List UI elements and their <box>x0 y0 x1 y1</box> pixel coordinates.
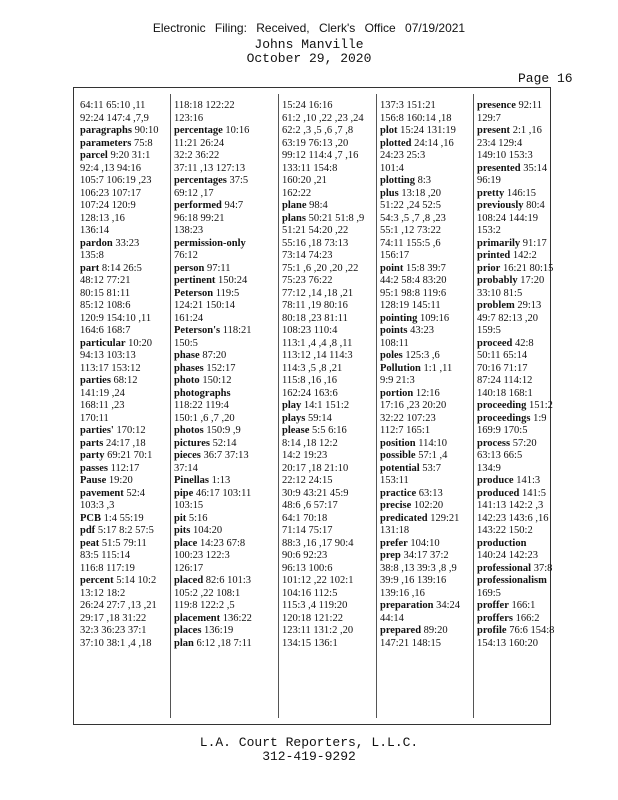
index-entry-continuation: 103:15 <box>174 500 204 511</box>
index-entry-continuation: 63:13 66:5 <box>477 450 523 461</box>
index-entry: proffer 166:1 <box>477 600 536 611</box>
index-entry-continuation: 104:16 112:5 <box>282 587 338 599</box>
index-entry: plans 50:21 51:8 ,9 <box>282 212 365 224</box>
index-entry-continuation: 137:3 151:21 <box>380 100 436 111</box>
index-entry-continuation: 17:16 ,23 20:20 <box>380 400 447 411</box>
index-entry: person 97:11 <box>174 262 231 274</box>
index-entry-continuation: 113:1 ,4 ,4 ,8 ,11 <box>282 337 353 349</box>
index-entry: paragraphs 90:10 <box>80 125 159 136</box>
index-entry: placed 82:6 101:3 <box>174 575 252 586</box>
index-entry-continuation: 90:6 92:23 <box>282 550 328 561</box>
index-entry-continuation: 153:11 <box>380 475 409 486</box>
index-entry-continuation: 128:19 145:11 <box>380 300 441 311</box>
index-entry: pdf 5:17 8:2 57:5 <box>80 525 154 536</box>
index-entry: passes 112:17 <box>80 462 140 474</box>
index-entry-continuation: 26:24 27:7 ,13 ,21 <box>80 600 157 611</box>
index-entry: problem 29:13 <box>477 300 542 311</box>
index-entry-continuation: 138:23 <box>174 225 204 236</box>
index-entry: placement 136:22 <box>174 612 252 624</box>
index-entry: prior 16:21 80:15 <box>477 262 554 274</box>
index-entry-continuation: 140:18 168:1 <box>477 387 533 399</box>
index-entry-continuation: 87:24 114:12 <box>477 375 533 386</box>
index-entry: primarily 91:17 <box>477 237 547 249</box>
index-entry-continuation: 77:12 ,14 ,18 ,21 <box>282 287 354 299</box>
reporter-company: L.A. Court Reporters, L.L.C. <box>199 735 419 750</box>
index-entry-continuation: 55:1 ,12 73:22 <box>380 225 441 236</box>
index-entry: pipe 46:17 103:11 <box>174 487 252 499</box>
index-entry: pictures 52:14 <box>174 437 237 449</box>
index-entry-continuation: 143:22 150:2 <box>477 525 533 536</box>
index-entry: process 57:20 <box>477 437 537 449</box>
index-entry: produce 141:3 <box>477 475 541 486</box>
index-entry-continuation: 32:3 36:23 37:1 <box>80 625 147 636</box>
index-entry-continuation: 83:5 115:14 <box>80 550 131 561</box>
index-entry-continuation: 32:22 107:23 <box>380 412 436 424</box>
index-entry-continuation: 149:10 153:3 <box>477 150 533 161</box>
index-entry: printed 142:2 <box>477 250 537 261</box>
index-entry-continuation: 103:3 ,3 <box>80 500 115 511</box>
index-entry: produced 141:5 <box>477 487 546 499</box>
index-entry-continuation: 101:4 <box>380 162 404 174</box>
index-column-4 <box>380 100 460 650</box>
index-entry: party 69:21 70:1 <box>80 450 153 461</box>
filing-stamp: Electronic Filing: Received, Clerk's Office 07/19/2021 <box>152 21 466 35</box>
index-entry-continuation: 24:23 25:3 <box>380 150 426 161</box>
index-entry-continuation: 156:17 <box>380 250 410 261</box>
index-entry: pavement 52:4 <box>80 487 146 499</box>
index-entry-continuation: 11:21 26:24 <box>174 137 225 149</box>
index-entry-continuation: 150:1 ,6 ,7 ,20 <box>174 412 235 424</box>
index-entry: PCB 1:4 55:19 <box>80 512 144 524</box>
index-entry: percentages 37:5 <box>174 175 249 186</box>
index-entry-continuation: 164:6 168:7 <box>80 325 131 336</box>
index-entry: prep 34:17 37:2 <box>380 550 449 561</box>
index-entry: Pollution 1:1 ,11 <box>380 362 453 374</box>
index-entry: proceed 42:8 <box>477 337 534 349</box>
index-entry-continuation: 118:18 122:22 <box>174 100 235 111</box>
index-entry-continuation: 116:8 117:19 <box>80 562 135 574</box>
index-entry-continuation: 160:20 ,21 <box>282 175 327 186</box>
index-entry-continuation: 22:12 24:15 <box>282 475 333 486</box>
index-entry: play 14:1 151:2 <box>282 400 350 411</box>
index-entry-continuation: 120:9 154:10 ,11 <box>80 312 152 324</box>
index-entry: production <box>477 537 527 549</box>
index-entry: prefer 104:10 <box>380 537 440 549</box>
index-entry: proceeding 151:2 <box>477 400 553 411</box>
index-column-5 <box>477 100 554 650</box>
index-entry-continuation: 80:15 81:11 <box>80 287 131 299</box>
index-entry-continuation: 23:4 129:4 <box>477 137 523 149</box>
index-entry: please 5:5 6:16 <box>282 425 347 436</box>
index-entry-continuation: 139:16 ,16 <box>380 587 425 599</box>
index-entry: profile 76:6 154:8 <box>477 625 555 636</box>
index-column-3 <box>282 100 364 650</box>
index-entry-continuation: 74:11 155:5 ,6 <box>380 237 441 249</box>
index-entry: pretty 146:15 <box>477 187 537 199</box>
index-entry-continuation: 48:6 ,6 57:17 <box>282 500 338 511</box>
index-entry: photo 150:12 <box>174 375 232 386</box>
index-entry-continuation: 39:9 ,16 139:16 <box>380 575 447 586</box>
index-entry-continuation: 92:24 147:4 ,7,9 <box>80 112 149 124</box>
index-entry-continuation: 134:9 <box>477 462 501 474</box>
index-entry-continuation: 54:3 ,5 ,7 ,8 ,23 <box>380 212 446 224</box>
index-entry-continuation: 108:11 <box>380 337 409 349</box>
index-entry: photographs <box>174 387 231 399</box>
index-entry: particular 10:20 <box>80 337 153 349</box>
index-entry-continuation: 32:2 36:22 <box>174 150 220 161</box>
index-entry-continuation: 112:7 165:1 <box>380 425 431 436</box>
index-entry-continuation: 156:8 160:14 ,18 <box>380 112 452 124</box>
index-entry: probably 17:20 <box>477 275 545 286</box>
index-entry-continuation: 64:1 70:18 <box>282 512 328 524</box>
index-entry: potential 53:7 <box>380 462 441 474</box>
index-entry: pardon 33:23 <box>80 237 140 249</box>
index-frame <box>73 87 555 725</box>
index-entry-continuation: 161:24 <box>174 312 204 324</box>
index-entry-continuation: 50:11 65:14 <box>477 350 528 361</box>
index-entry-continuation: 96:18 99:21 <box>174 212 225 224</box>
index-entry-continuation: 134:15 136:1 <box>282 637 338 649</box>
index-entry: presented 35:14 <box>477 162 548 174</box>
index-entry: Pinellas 1:13 <box>174 475 231 486</box>
index-entry: previously 80:4 <box>477 200 545 211</box>
index-entry-continuation: 30:9 43:21 45:9 <box>282 487 349 499</box>
index-entry-continuation: 106:23 107:17 <box>80 187 141 199</box>
index-entry: pieces 36:7 37:13 <box>174 450 249 461</box>
index-entry-continuation: 141:13 142:2 ,3 <box>477 500 544 511</box>
index-entry-continuation: 129:7 <box>477 112 501 124</box>
index-entry: phase 87:20 <box>174 350 227 361</box>
index-entry-continuation: 136:14 <box>80 225 110 236</box>
index-entry: portion 12:16 <box>380 387 440 399</box>
index-entry-continuation: 169:5 <box>477 587 501 599</box>
index-entry-continuation: 114:3 ,5 ,8 ,21 <box>282 362 343 374</box>
index-entry-continuation: 162:24 163:6 <box>282 387 338 399</box>
index-entry: pointing 109:16 <box>380 312 450 324</box>
index-entry-continuation: 107:24 120:9 <box>80 200 136 211</box>
index-entry: performed 94:7 <box>174 200 244 211</box>
index-entry-continuation: 96:19 <box>477 175 501 186</box>
index-entry: pit 5:16 <box>174 512 208 524</box>
index-entry-continuation: 37:11 ,13 127:13 <box>174 162 246 174</box>
index-entry-continuation: 70:16 71:17 <box>477 362 528 374</box>
index-entry: place 14:23 67:8 <box>174 537 246 549</box>
index-entry-continuation: 44:2 58:4 83:20 <box>380 275 447 286</box>
index-entry-continuation: 64:11 65:10 ,11 <box>80 100 146 111</box>
column-divider <box>376 94 377 718</box>
index-entry: parameters 75:8 <box>80 137 153 149</box>
index-entry-continuation: 69:12 ,17 <box>174 187 214 199</box>
index-entry-continuation: 113:12 ,14 114:3 <box>282 350 353 361</box>
index-entry-continuation: 85:12 108:6 <box>80 300 131 311</box>
index-entry-continuation: 75:23 76:22 <box>282 275 333 286</box>
index-entry-continuation: 38:8 ,13 39:3 ,8 ,9 <box>380 562 457 574</box>
index-entry-continuation: 147:21 148:15 <box>380 637 441 649</box>
index-entry: parties 68:12 <box>80 375 138 386</box>
index-entry-continuation: 123:11 131:2 ,20 <box>282 625 354 636</box>
index-entry: parties' 170:12 <box>80 425 146 436</box>
index-entry: places 136:19 <box>174 625 234 636</box>
index-entry-continuation: 168:11 ,23 <box>80 400 125 411</box>
index-entry: phases 152:17 <box>174 362 236 374</box>
index-entry-continuation: 126:17 <box>174 562 204 574</box>
index-entry: poles 125:3 ,6 <box>380 350 440 361</box>
index-entry: part 8:14 26:5 <box>80 262 142 274</box>
index-entry-continuation: 95:1 98:8 119:6 <box>380 287 447 299</box>
index-entry-continuation: 140:24 142:23 <box>477 550 538 561</box>
index-entry: professionalism <box>477 575 547 586</box>
index-entry: point 15:8 39:7 <box>380 262 446 274</box>
transcript-date: October 29, 2020 <box>246 51 372 66</box>
index-entry-continuation: 71:14 75:17 <box>282 525 333 536</box>
index-entry: proceedings 1:9 <box>477 412 547 424</box>
index-entry-continuation: 119:8 122:2 ,5 <box>174 600 235 611</box>
index-entry-continuation: 62:2 ,3 ,5 ,6 ,7 ,8 <box>282 125 354 136</box>
index-entry: peat 51:5 79:11 <box>80 537 147 549</box>
column-divider <box>170 94 171 718</box>
index-entry-continuation: 120:18 121:22 <box>282 612 343 624</box>
index-entry: possible 57:1 ,4 <box>380 450 448 461</box>
index-entry-continuation: 123:16 <box>174 112 204 124</box>
index-entry: percent 5:14 10:2 <box>80 575 157 586</box>
index-entry: present 2:1 ,16 <box>477 125 542 136</box>
index-entry-continuation: 20:17 ,18 21:10 <box>282 462 349 474</box>
index-entry-continuation: 154:13 160:20 <box>477 637 538 649</box>
index-entry-continuation: 153:2 <box>477 225 501 236</box>
index-entry-continuation: 169:9 170:5 <box>477 425 528 436</box>
index-entry-continuation: 128:13 ,16 <box>80 212 125 224</box>
index-entry-continuation: 8:14 ,18 12:2 <box>282 437 338 449</box>
index-column-2 <box>174 100 252 650</box>
index-entry: preparation 34:24 <box>380 600 461 611</box>
index-entry: pertinent 150:24 <box>174 275 248 286</box>
index-entry: Peterson 119:5 <box>174 287 240 299</box>
index-entry-continuation: 73:14 74:23 <box>282 250 333 261</box>
index-entry: prepared 89:20 <box>380 625 448 636</box>
index-entry: plot 15:24 131:19 <box>380 125 456 136</box>
index-entry-continuation: 61:2 ,10 ,22 ,23 ,24 <box>282 112 364 124</box>
index-entry: plus 13:18 ,20 <box>380 187 441 199</box>
index-entry-continuation: 44:14 <box>380 612 404 624</box>
index-entry-continuation: 92:4 ,13 94:16 <box>80 162 141 174</box>
column-divider <box>278 94 279 718</box>
index-entry-continuation: 15:24 16:16 <box>282 100 333 111</box>
index-entry-continuation: 133:11 154:8 <box>282 162 338 174</box>
index-entry-continuation: 96:13 100:6 <box>282 562 333 574</box>
index-entry-continuation: 51:22 ,24 52:5 <box>380 200 441 211</box>
index-entry-continuation: 13:12 18:2 <box>80 587 126 599</box>
index-entry-continuation: 37:14 <box>174 462 198 474</box>
index-entry-continuation: 51:21 54:20 ,22 <box>282 225 349 236</box>
index-entry: predicated 129:21 <box>380 512 460 524</box>
index-entry: plays 59:14 <box>282 412 332 424</box>
index-entry-continuation: 105:7 106:19 ,23 <box>80 175 152 186</box>
index-entry: parts 24:17 ,18 <box>80 437 146 449</box>
index-entry: points 43:23 <box>380 325 434 336</box>
index-entry-continuation: 55:16 ,18 73:13 <box>282 237 349 249</box>
index-entry-continuation: 162:22 <box>282 187 312 199</box>
index-entry-continuation: 63:19 76:13 ,20 <box>282 137 349 149</box>
index-entry-continuation: 135:8 <box>80 250 104 261</box>
index-entry-continuation: 37:10 38:1 ,4 ,18 <box>80 637 152 649</box>
index-entry: plane 98:4 <box>282 200 328 211</box>
index-entry-continuation: 170:11 <box>80 412 109 424</box>
index-entry-continuation: 105:2 ,22 108:1 <box>174 587 241 599</box>
index-entry-continuation: 124:21 150:14 <box>174 300 235 311</box>
index-entry: precise 102:20 <box>380 500 444 511</box>
index-entry-continuation: 108:23 110:4 <box>282 325 338 336</box>
index-entry: permission-only <box>174 237 246 249</box>
index-entry-continuation: 131:18 <box>380 525 410 536</box>
index-entry-continuation: 118:22 119:4 <box>174 400 229 411</box>
index-entry: presence 92:11 <box>477 100 543 111</box>
index-entry-continuation: 14:2 19:23 <box>282 450 328 461</box>
index-entry-continuation: 113:17 153:12 <box>80 362 141 374</box>
index-entry-continuation: 159:5 <box>477 325 501 336</box>
index-entry-continuation: 76:12 <box>174 250 198 261</box>
index-entry-continuation: 29:17 ,18 31:22 <box>80 612 147 624</box>
index-entry-continuation: 115:8 ,16 ,16 <box>282 375 338 386</box>
index-entry: Peterson's 118:21 <box>174 325 252 336</box>
index-column-1 <box>80 100 158 650</box>
column-divider <box>473 94 474 718</box>
reporter-phone: 312-419-9292 <box>262 749 356 764</box>
index-entry: plan 6:12 ,18 7:11 <box>174 637 252 649</box>
index-entry: plotting 8:3 <box>380 175 432 186</box>
index-entry: proffers 166:2 <box>477 612 540 624</box>
index-entry-continuation: 141:19 ,24 <box>80 387 125 399</box>
page-number: Page 16 <box>518 71 573 86</box>
index-entry-continuation: 78:11 ,19 80:16 <box>282 300 348 311</box>
index-entry-continuation: 142:23 143:6 ,16 <box>477 512 549 524</box>
index-entry-continuation: 108:24 144:19 <box>477 212 538 224</box>
index-entry: percentage 10:16 <box>174 125 250 136</box>
index-entry-continuation: 115:3 ,4 119:20 <box>282 600 348 611</box>
index-entry-continuation: 9:9 21:3 <box>380 375 415 386</box>
index-entry: practice 63:13 <box>380 487 443 499</box>
index-entry: photos 150:9 ,9 <box>174 425 241 436</box>
index-entry-continuation: 94:13 103:13 <box>80 350 136 361</box>
index-entry-continuation: 99:12 114:4 ,7 ,16 <box>282 150 359 161</box>
index-entry-continuation: 100:23 122:3 <box>174 550 230 561</box>
index-entry: Pause 19:20 <box>80 475 133 486</box>
index-entry-continuation: 48:12 77:21 <box>80 275 131 286</box>
index-entry-continuation: 49:7 82:13 ,20 <box>477 312 538 324</box>
index-entry: pits 104:20 <box>174 525 223 536</box>
index-entry: position 114:10 <box>380 437 448 449</box>
index-entry: parcel 9:20 31:1 <box>80 150 151 161</box>
index-entry: plotted 24:14 ,16 <box>380 137 454 149</box>
case-name: Johns Manville <box>254 37 364 52</box>
index-entry-continuation: 80:18 ,23 81:11 <box>282 312 348 324</box>
index-entry: professional 37:8 <box>477 562 553 574</box>
index-entry-continuation: 88:3 ,16 ,17 90:4 <box>282 537 354 549</box>
index-entry-continuation: 33:10 81:5 <box>477 287 523 299</box>
index-entry-continuation: 75:1 ,6 ,20 ,20 ,22 <box>282 262 359 274</box>
index-entry-continuation: 150:5 <box>174 337 198 349</box>
index-entry-continuation: 101:12 ,22 102:1 <box>282 575 354 586</box>
